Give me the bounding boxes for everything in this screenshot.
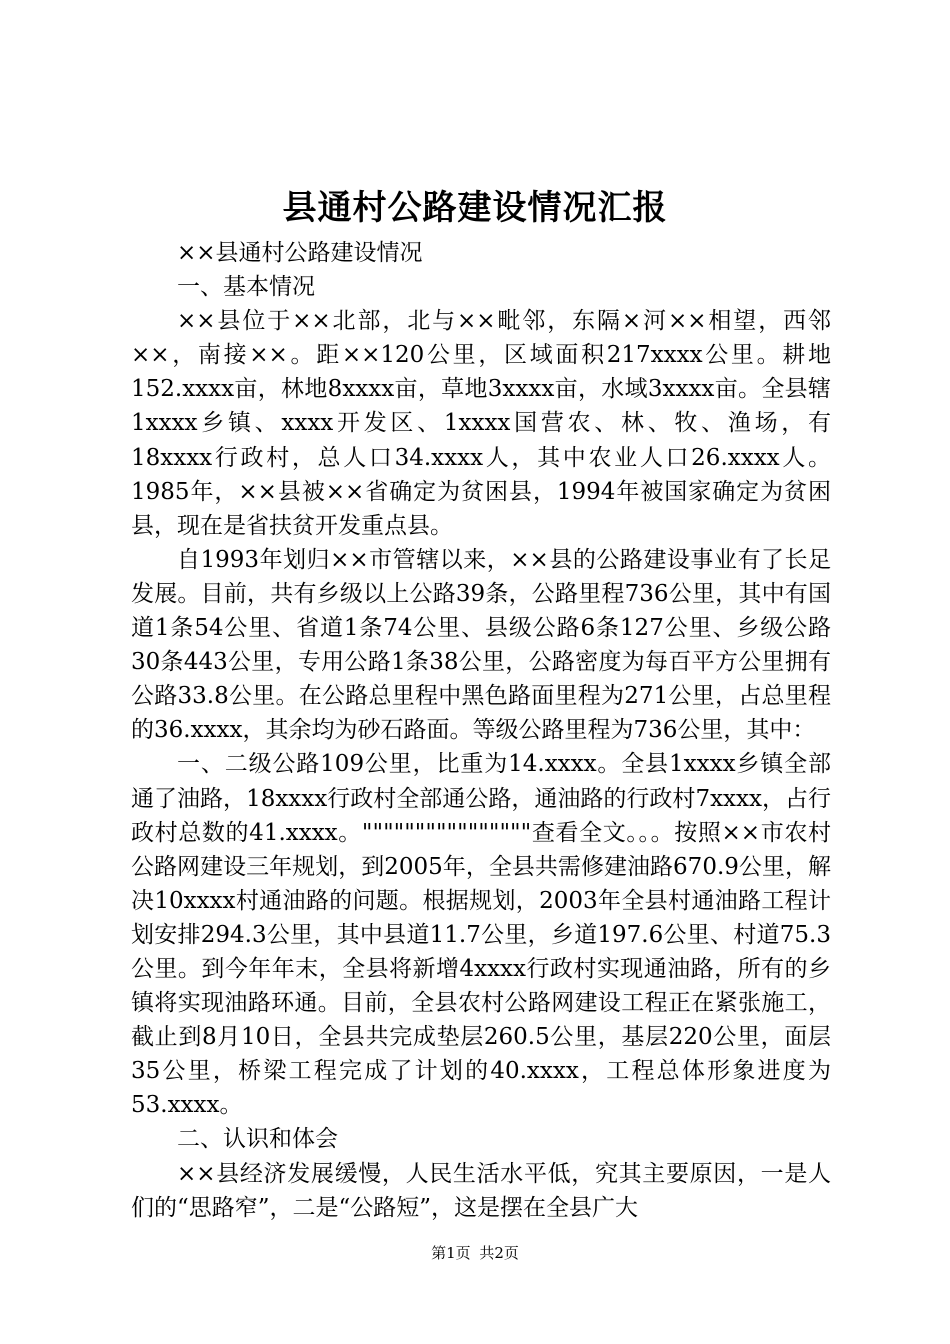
section-heading-understanding: 二、认识和体会 [177, 1126, 338, 1153]
page-footer [0, 1243, 950, 1263]
body-paragraph: 一、二级公路109公里，比重为14.xxxx。全县1xxxx乡镇全部通了油路，18xxxx行政村全部通公路，通油路的行政村7xxxx，占行政村总数的41.xxxx。""""""""""""""""查看全文。。。按照××市农村公路网建设三年规划，到2005年，全县共需修建油路670.9公里，解决10xxxx村通油路的问题。根据规划，2003年全县村通油路工程计划安排294.3公里，其中县道11.7公里，乡道197.6公里、村道75.3公里。到今年年末，全县将新增4xxxx行政村实现通油路，所有的乡镇将实现油路环通。目前，全县农村公路网建设工程正在紧张施工，截止到8月10日，全县共完成垫层260.5公里，基层220公里，面层35公里，桥梁工程完成了计划的40.xxxx，工程总体形象进度为53.xxxx。 [131, 751, 831, 1119]
body-paragraph: ××县经济发展缓慢，人民生活水平低，究其主要原因，一是人们的“思路窄”，二是“公路短”，这是摆在全县广大 [131, 1160, 831, 1221]
body-paragraph: 自1993年划归××市管辖以来，××县的公路建设事业有了长足发展。目前，共有乡级以上公路39条，公路里程736公里，其中有国道1条54公里、省道1条74公里、县级公路6条127公里、乡级公路30条443公里，专用公路1条38公里，公路密度为每百平方公里拥有公路33.8公里。在公路总里程中黑色路面里程为271公里，占总里程的36.xxxx，其余均为砂石路面。等级公路里程为736公里，其中： [131, 546, 831, 744]
page-number: 第1页 [431, 1244, 471, 1262]
document-title: 县通村公路建设情况汇报 [282, 188, 668, 228]
section-heading-basic: 一、基本情况 [177, 274, 315, 301]
page-total: 共2页 [479, 1244, 519, 1262]
subtitle-paragraph: ××县通村公路建设情况 [177, 240, 423, 266]
document-body [131, 236, 831, 1225]
body-paragraph: ××县位于××北部，北与××毗邻，东隔×河××相望，西邻××，南接××。距××120公里，区域面积217xxxx公里。耕地152.xxxx亩，林地8xxxx亩，草地3xxxx亩，水域3xxxx亩。全县辖1xxxx乡镇、xxxx开发区、1xxxx国营农、林、牧、渔场，有18xxxx行政村，总人口34.xxxx人，其中农业人口26.xxxx人。1985年，××县被××省确定为贫困县，1994年被国家确定为贫困县，现在是省扶贫开发重点县。 [131, 308, 831, 539]
